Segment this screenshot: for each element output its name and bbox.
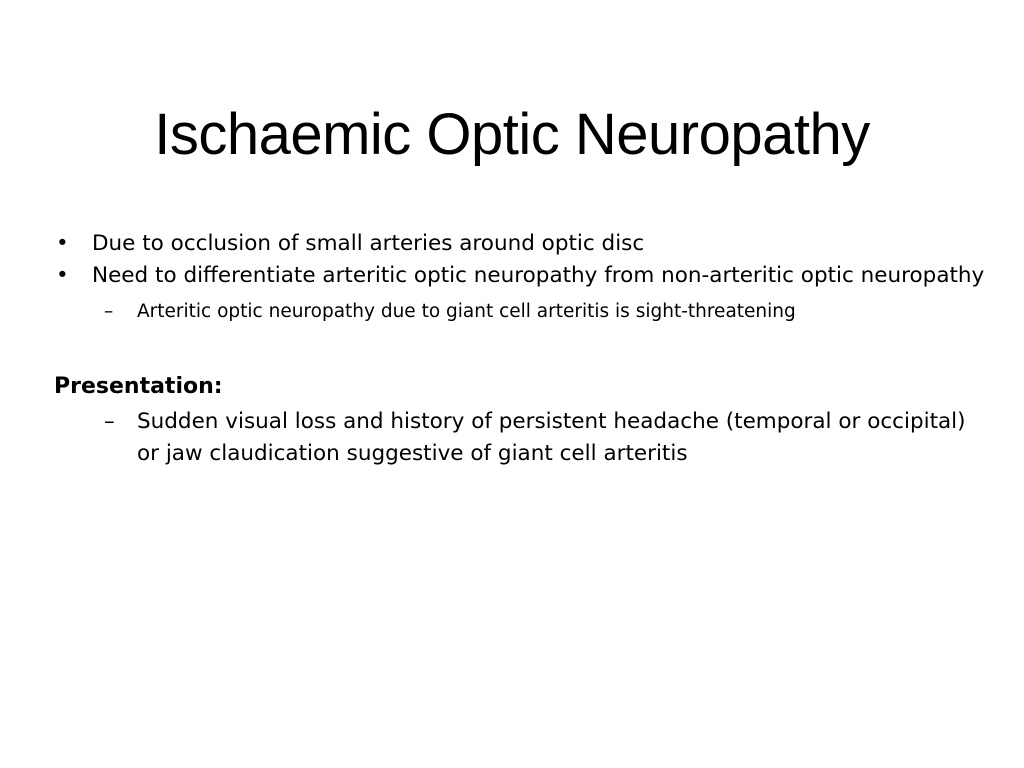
bullet-marker: • <box>56 231 69 256</box>
presentation-item-text: Sudden visual loss and history of persistent headache (temporal or occipital) or jaw claudication suggestive of giant cell arteritis <box>137 409 966 466</box>
bullet-item <box>54 228 994 260</box>
bullet-text: Need to differentiate arteritic optic neuropathy from non-arteritic optic neuropathy <box>92 263 985 288</box>
presentation-item-marker: – <box>104 409 115 434</box>
slide-title: Ischaemic Optic Neuropathy <box>154 102 870 167</box>
bullet-marker: • <box>56 263 69 288</box>
presentation-heading: Presentation: <box>54 374 223 399</box>
bullet-text: Due to occlusion of small arteries around optic disc <box>92 231 645 256</box>
slide-body <box>54 228 994 470</box>
sub-bullet-marker: – <box>104 301 114 322</box>
bullet-item <box>54 260 994 292</box>
sub-bullet-text: Arteritic optic neuropathy due to giant cell arteritis is sight-threatening <box>137 301 796 322</box>
presentation-item <box>54 406 994 470</box>
sub-bullet-item <box>54 298 994 326</box>
